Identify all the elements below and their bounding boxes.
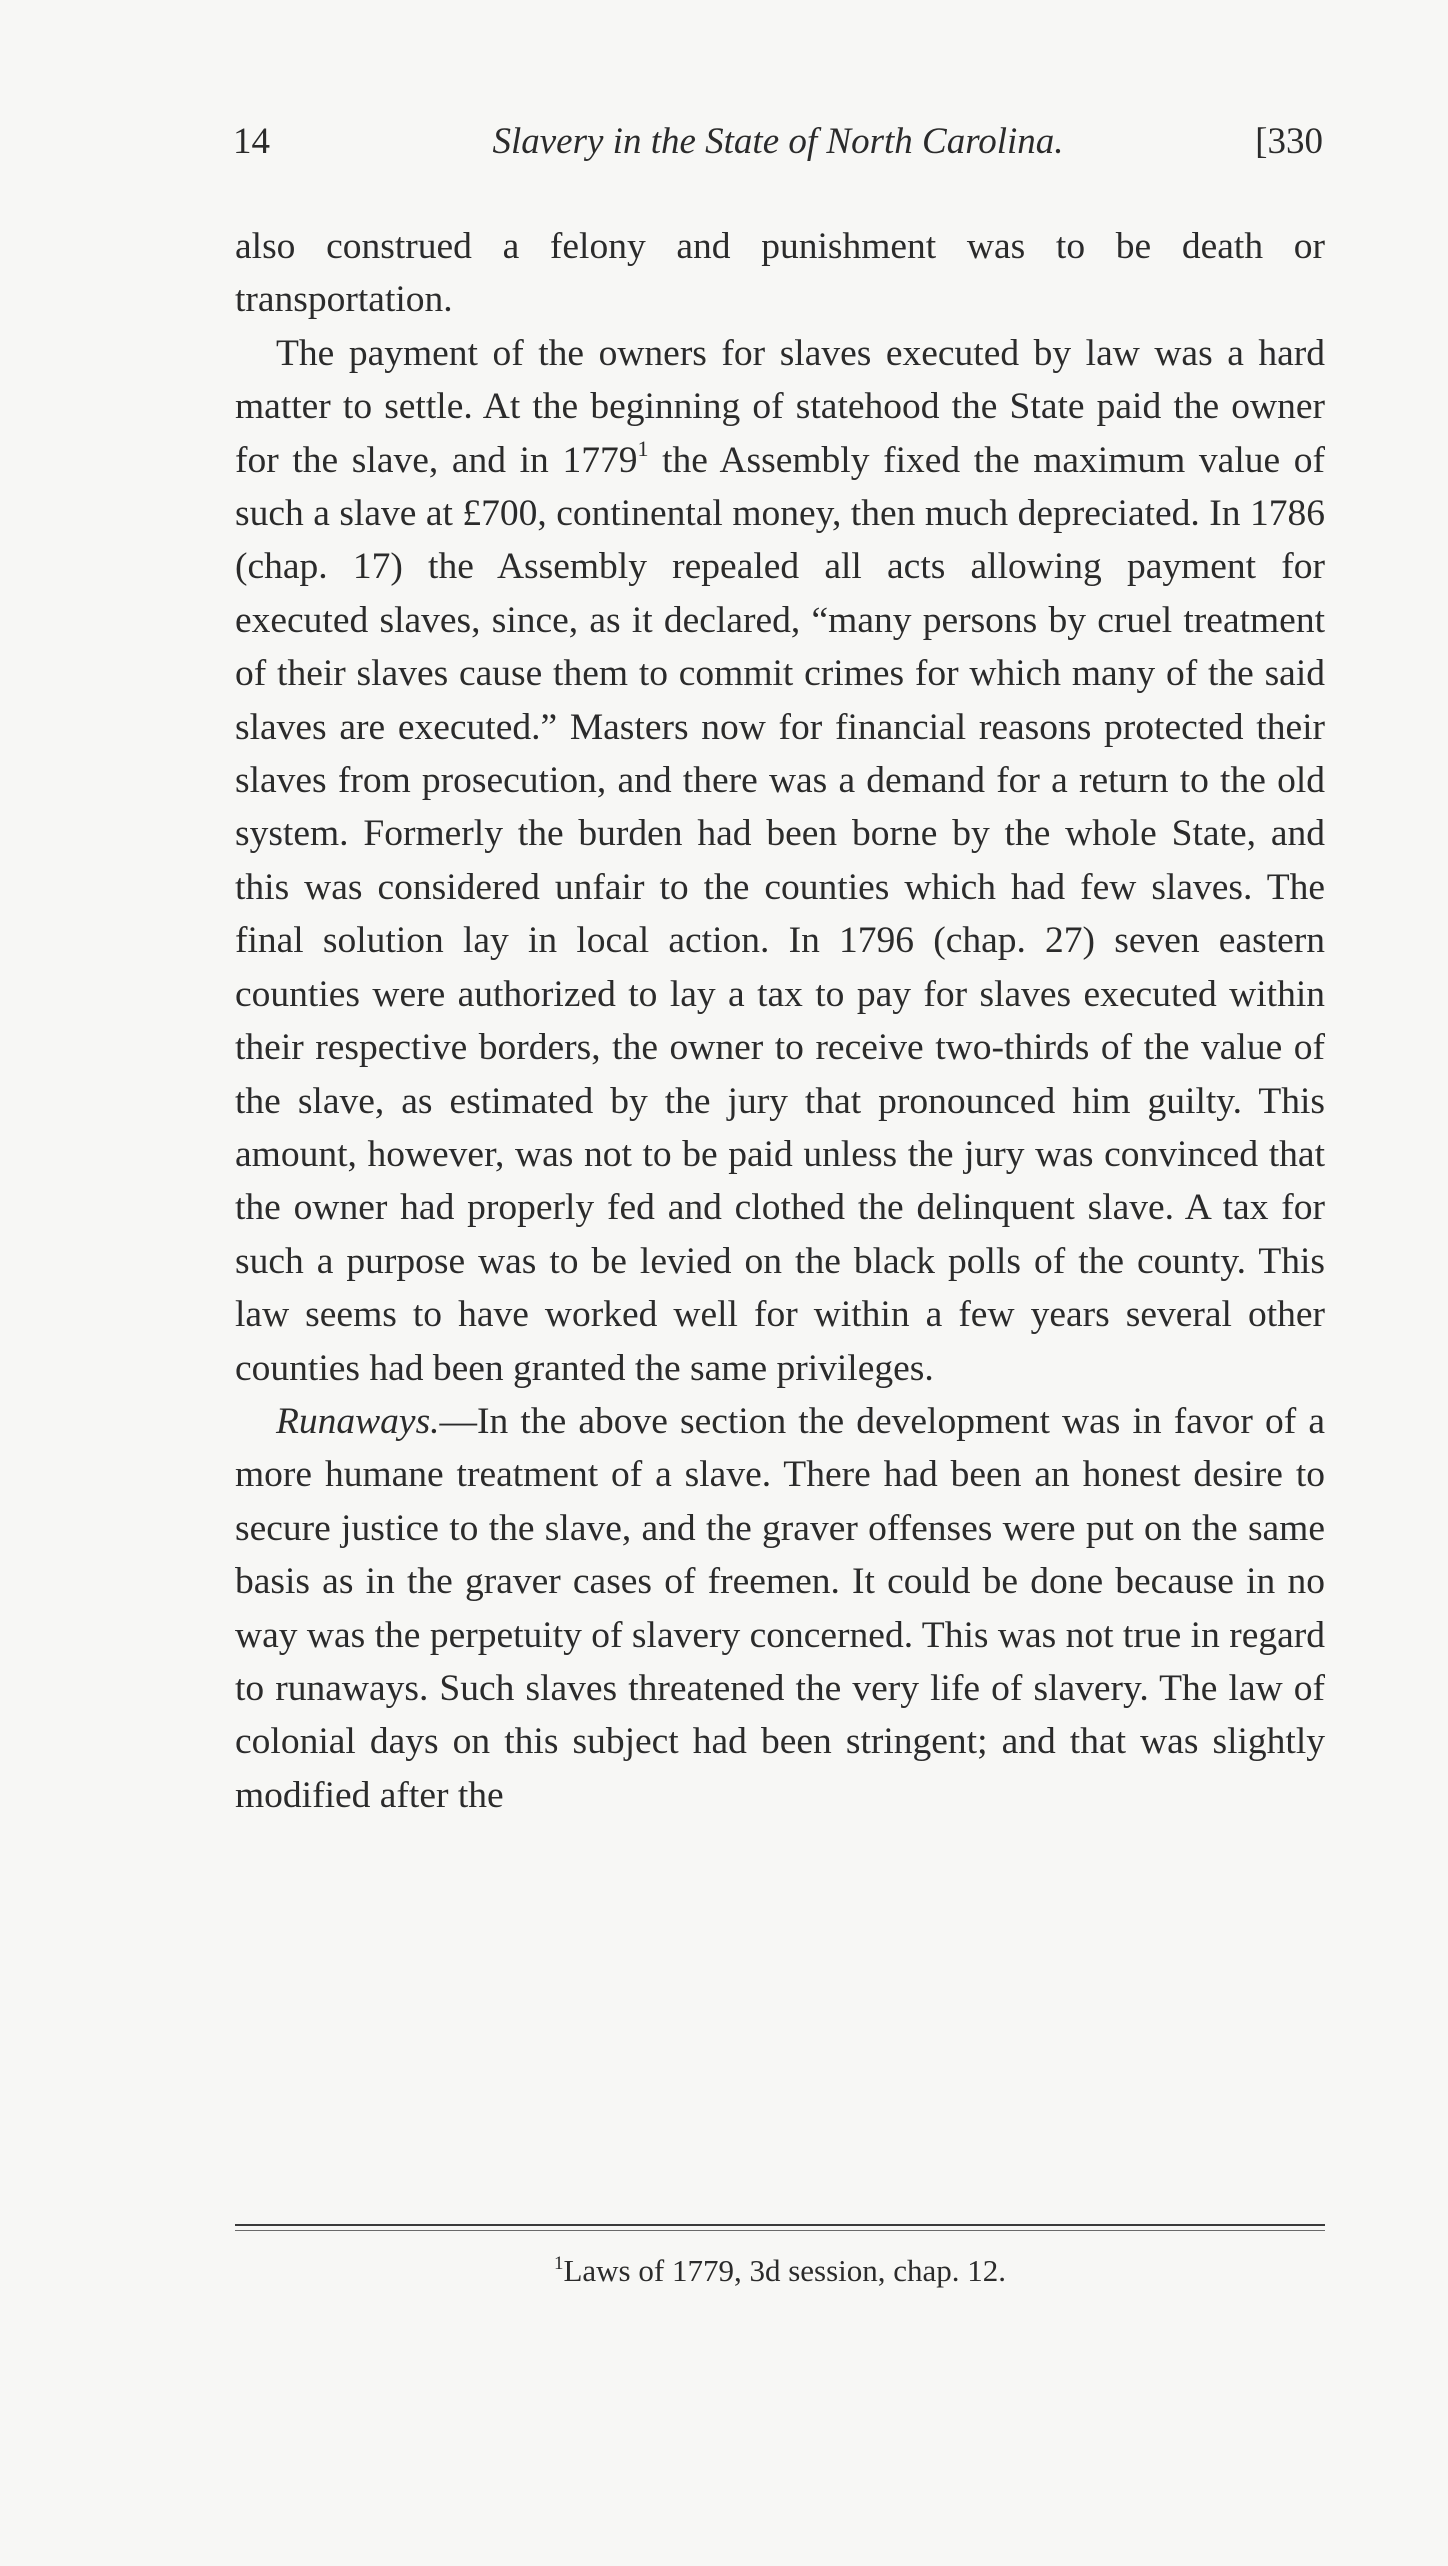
footnote-divider [235, 2224, 1325, 2226]
footnote-marker: 1 [553, 2252, 564, 2274]
paragraph-payment-part1: The payment of the owners for slaves executed by law was a hard matter to settle. At the beginning of statehood the State paid the owner for the slave, and in 1779 [235, 332, 1325, 481]
page-reference: [330 [1255, 121, 1323, 162]
footnote [235, 2251, 1325, 2291]
paragraph-payment-part2: the Assembly fixed the maximum value of such a slave at £700, continental money, then much depreciated. In 1786 (chap. 17) the Assembly repealed all acts allowing payment for executed slaves, since, as it declared, “many persons by cruel treatment of their slaves cause them to commit crimes for which many of the said slaves are executed.” Masters now for financial reasons protected their slaves from prosecution, and there was a demand for a return to the old system. Formerly the burden had been borne by the whole State, and this was considered unfair to the counties which had few slaves. The final solution lay in local action. In 1796 (chap. 27) seven eastern counties were authorized to lay a tax to pay for slaves executed within their respective borders, the owner to receive two-thirds of the value of the slave, as estimated by the jury that pronounced him guilty. This amount, however, was not to be paid unless the jury was convinced that the owner had properly fed and clothed the delinquent slave. A tax for such a purpose was to be levied on the black polls of the county. This law seems to have worked well for within a few years several other counties had been granted the same privileges. [235, 439, 1326, 1389]
footnote-text: Laws of 1779, 3d session, chap. 12. [563, 2253, 1007, 2288]
paragraph-continued: also construed a felony and punishment was to be death or transportation. [235, 226, 1325, 321]
paragraph-payment [235, 327, 1325, 1395]
page-number: 14 [233, 121, 270, 162]
running-title: Slavery in the State of North Carolina. [492, 121, 1064, 162]
paragraph-runaways [235, 1395, 1325, 1822]
footnote-divider-thin [235, 2230, 1325, 2231]
footnote-reference: 1 [637, 436, 649, 462]
section-heading-runaways: Runaways. [276, 1400, 440, 1442]
paragraph-runaways-text: —In the above section the development was in favor of a more humane treatment of a slave. There had been an honest desire to secure justice to the slave, and the graver offenses were put on the same basis as in the graver cases of freemen. It could be done because in no way was the perpetuity of slavery concerned. This was not true in regard to runaways. Such slaves threatened the very life of slavery. The law of colonial days on this subject had been stringent; and that was slightly modified after the [235, 1400, 1325, 1816]
body-text [235, 220, 1325, 1822]
page-header [233, 120, 1323, 180]
